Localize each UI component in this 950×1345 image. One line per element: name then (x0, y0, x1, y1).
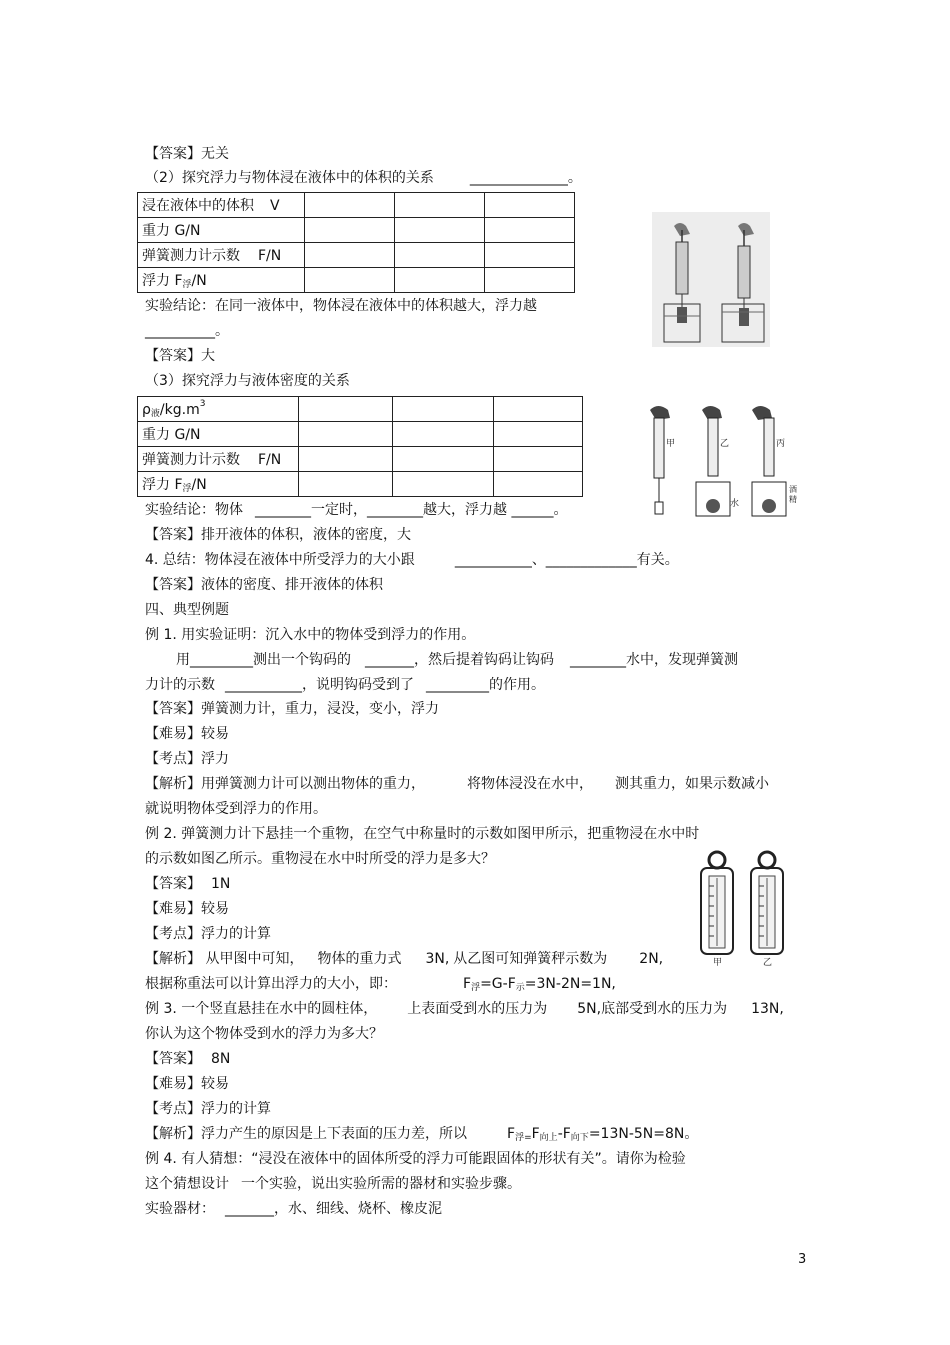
label-alcohol: 精 (789, 495, 797, 504)
answer-2: 【答案】大 (145, 348, 215, 364)
example-1-line-c: 力计的示数 ___________，说明钩码受到了 _________的作用。 (145, 677, 545, 693)
example-2: 例 2. 弹簧测力计下悬挂一个重物，在空气中称量时的示数如图甲所示，把重物浸在水中时 (145, 826, 700, 842)
example-4-line-b: 这个猜想设计 一个实验，说出实验所需的器材和实验步骤。 (145, 1176, 521, 1192)
label-water: 水 (730, 499, 740, 509)
table-row (138, 218, 575, 243)
table-cell: 弹簧测力计示数 F/N (138, 243, 305, 268)
example-1-keypoint: 【考点】浮力 (145, 751, 229, 767)
table-cell (393, 422, 494, 447)
table-cell (395, 218, 485, 243)
answer-4: 【答案】液体的密度、排开液体的体积 (145, 577, 383, 593)
example-1-analysis-2: 就说明物体受到浮力的作用。 (145, 801, 327, 817)
section-heading: 四、典型例题 (145, 602, 229, 618)
example-3-line-b: 你认为这个物体受到水的浮力为多大？ (145, 1026, 383, 1042)
question-2 (145, 169, 582, 187)
table-cell (393, 397, 494, 422)
example-3-difficulty: 【难易】较易 (145, 1076, 229, 1092)
example-2-analysis-2: 根据称重法可以计算出浮力的大小，即： $F_浮=G-F_示=3N-2N=1N$, (145, 976, 616, 993)
table-cell: 弹簧测力计示数 F/N (138, 447, 299, 472)
example-2-line-b: 的示数如图乙所示。重物浸在水中时所受的浮力是多大？ (145, 851, 495, 867)
table-cell: 浸在液体中的体积 V (138, 193, 305, 218)
label-yi: 乙 (720, 439, 730, 449)
question-3: （3）探究浮力与液体密度的关系 (145, 373, 350, 389)
table-cell (494, 397, 583, 422)
example-2-keypoint: 【考点】浮力的计算 (145, 926, 271, 942)
weight-icon (739, 308, 749, 326)
table-cell: 浮力 $F_浮/N$ (138, 472, 299, 497)
example-1-analysis: 【解析】用弹簧测力计可以测出物体的重力， 将物体浸没在水中， 测其重力，如果示数减小 (145, 776, 769, 792)
example-4-line-c: 实验器材： _______，水、细线、烧杯、橡皮泥 (145, 1201, 442, 1217)
table-row (138, 397, 583, 422)
table-cell (299, 422, 393, 447)
table-cell (305, 268, 395, 293)
example-2-difficulty: 【难易】较易 (145, 901, 229, 917)
figure-spring-balances (693, 848, 791, 968)
spring-scale-icon (654, 418, 664, 478)
table-cell (485, 268, 575, 293)
example-1: 例 1. 用实验证明：沉入水中的物体受到浮力的作用。 (145, 627, 476, 643)
table-cell (393, 472, 494, 497)
example-3: 例 3. 一个竖直悬挂在水中的圆柱体， 上表面受到水的压力为 5N,底部受到水的压力为 13N, (145, 1001, 784, 1017)
table-row (138, 268, 575, 293)
table-cell (395, 193, 485, 218)
table-cell (305, 193, 395, 218)
label-bing: 丙 (776, 439, 786, 449)
table-cell: 重力 G/N (138, 422, 299, 447)
spring-scale-icon (708, 418, 718, 476)
spring-scale-icon (738, 246, 750, 298)
example-1-difficulty: 【难易】较易 (145, 726, 229, 742)
conclusion-3: 实验结论：物体 ________一定时，________越大，浮力越 ______。 (145, 502, 568, 518)
table-cell (485, 218, 575, 243)
example-3-analysis: 【解析】浮力产生的原因是上下表面的压力差，所以 $F_{浮=}F_{向上}-F_{向下}=13N-5N=8N$。 (145, 1126, 699, 1143)
conclusion-2a: 实验结论：在同一液体中，物体浸在液体中的体积越大，浮力越 (145, 298, 537, 314)
example-4: 例 4. 有人猜想：“浸没在液体中的固体所受的浮力可能跟固体的形状有关”。请你为检验 (145, 1151, 686, 1167)
table-cell (299, 397, 393, 422)
label-yi: 乙 (763, 958, 773, 968)
table-cell (395, 268, 485, 293)
label-alcohol: 酒 (789, 485, 797, 494)
table-cell (299, 472, 393, 497)
ring-icon (759, 852, 775, 868)
table-row (138, 243, 575, 268)
table-cell (494, 422, 583, 447)
example-3-answer: 【答案】 8N (145, 1051, 231, 1067)
ring-icon (709, 852, 725, 868)
table-row (138, 472, 583, 497)
answer-1: 【答案】无关 (145, 146, 229, 162)
table-cell (395, 243, 485, 268)
table-cell: 浮力 $F_浮/N$ (138, 268, 305, 293)
table-row (138, 447, 583, 472)
example-2-answer: 【答案】 1N (145, 876, 231, 892)
spring-scale-icon (676, 242, 688, 294)
label-jia: 甲 (666, 439, 676, 449)
table-cell (393, 447, 494, 472)
question-2-text: （2）探究浮力与物体浸在液体中的体积的关系 (145, 170, 434, 186)
summary-4: 4. 总结：物体浸在液体中所受浮力的大小跟 ___________、_____________有关。 (145, 552, 679, 568)
example-2-analysis: 【解析】 从甲图中可知， 物体的重力式 3N, 从乙图可知弹簧秤示数为 2N, (145, 951, 664, 967)
spring-scale-icon (764, 418, 774, 476)
example-1-line-b: 用_________测出一个钩码的 _______，然后提着钩码让钩码 ________水中，发现弹簧测 (176, 652, 738, 668)
weight-icon (677, 307, 687, 323)
table-cell (305, 243, 395, 268)
example-3-keypoint: 【考点】浮力的计算 (145, 1101, 271, 1117)
table-row (138, 422, 583, 447)
table-cell (494, 472, 583, 497)
table-volume (137, 192, 575, 293)
weight-icon (762, 499, 776, 513)
table-density (137, 396, 583, 497)
table-cell: $\rho_液/kg.m^3$ (138, 397, 299, 422)
conclusion-2b: __________。 (145, 323, 229, 339)
weight-icon (655, 502, 663, 514)
table-cell (305, 218, 395, 243)
table-cell (299, 447, 393, 472)
table-cell: 重力 G/N (138, 218, 305, 243)
answer-3: 【答案】排开液体的体积，液体的密度，大 (145, 527, 411, 543)
question-2-blank: ______________。 (469, 170, 582, 186)
figure-density (626, 402, 806, 520)
figure-immersion-volume (652, 212, 770, 347)
label-jia: 甲 (713, 958, 723, 968)
table-cell (485, 243, 575, 268)
table-cell (485, 193, 575, 218)
page-number: 3 (798, 1252, 807, 1267)
weight-icon (706, 499, 720, 513)
table-row (138, 193, 575, 218)
example-1-answer: 【答案】弹簧测力计，重力，浸没，变小，浮力 (145, 701, 439, 717)
table-cell (494, 447, 583, 472)
